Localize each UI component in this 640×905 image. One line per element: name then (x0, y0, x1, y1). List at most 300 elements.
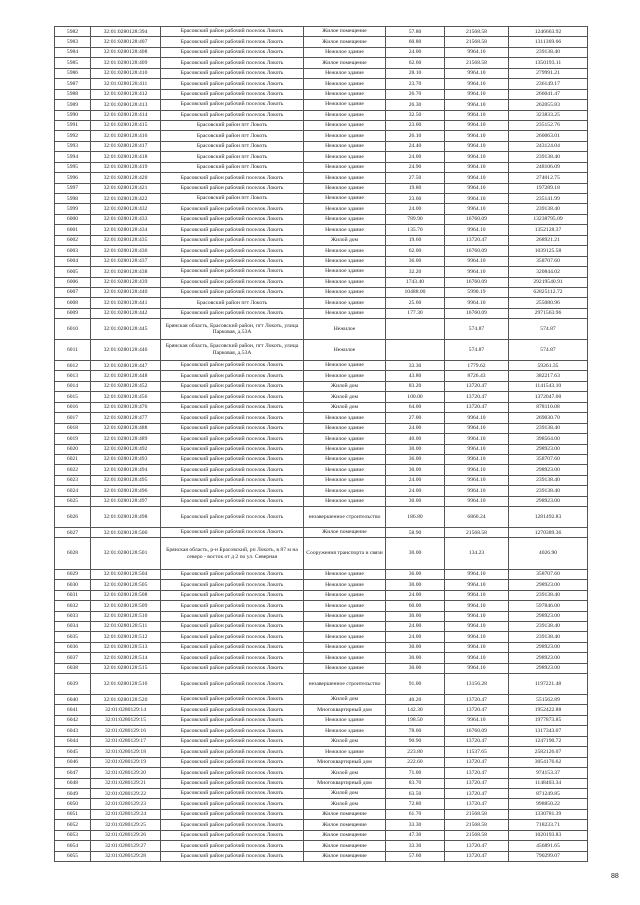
cell-object-type: Нежилое здание (304, 214, 386, 224)
cell-object-type: Жилое помещение (304, 841, 386, 851)
cell-area: 23.60 (386, 120, 445, 130)
cell-object-type: Нежилое здание (304, 298, 386, 308)
cell-cadastral-value: 1350193.11 (509, 58, 588, 68)
cell-object-type: Нежилое здание (304, 444, 386, 454)
cell-cadastral-value: 398564.00 (509, 434, 588, 444)
cell-cadastral-number: 32:01:0280128:438 (91, 267, 161, 277)
cell-specific-value: 21568.58 (445, 37, 509, 47)
cell-address: Брасовский район рабочий поселок Локоть (161, 788, 304, 798)
table-row (55, 580, 588, 590)
cell-address: Брасовский район рабочий поселок Локоть (161, 27, 304, 37)
cell-cadastral-number: 32:01:0280128:432 (91, 204, 161, 214)
cell-object-type: Нежилое здание (304, 173, 386, 183)
cell-cadastral-value: 298923.00 (509, 465, 588, 475)
cell-specific-value: 9964.10 (445, 173, 509, 183)
cell-cadastral-value: 1246663.92 (509, 27, 588, 37)
cell-cadastral-value: 1270389.36 (509, 528, 588, 538)
table-row (55, 799, 588, 809)
cell-area: 177.30 (386, 308, 445, 318)
cell-cadastral-value: 235152.76 (509, 120, 588, 130)
cell-address: Брасовский район рабочий поселок Локоть (161, 496, 304, 506)
cell-area: 142.30 (386, 705, 445, 715)
cell-address: Брасовский район рабочий поселок Локоть (161, 747, 304, 757)
cell-area: 33.30 (386, 820, 445, 830)
cell-area: 28.10 (386, 68, 445, 78)
cell-specific-value: 134.23 (445, 538, 509, 569)
cell-row-number: 6021 (55, 454, 91, 464)
cell-address: Брасовский район пгт Локоть (161, 194, 304, 204)
cell-row-number: 6026 (55, 507, 91, 528)
cell-address: Брасовский район рабочий поселок Локоть (161, 434, 304, 444)
cell-object-type: Сооружения транспорта и связи (304, 538, 386, 569)
cell-row-number: 6013 (55, 371, 91, 381)
cell-specific-value: 13720.47 (445, 788, 509, 798)
cell-address: Брасовский район рабочий поселок Локоть (161, 799, 304, 809)
cell-cadastral-value: 1352128.37 (509, 225, 588, 235)
cell-row-number: 5988 (55, 89, 91, 99)
cell-specific-value: 9964.10 (445, 454, 509, 464)
cell-cadastral-value: 298923.00 (509, 580, 588, 590)
cell-row-number: 6003 (55, 246, 91, 256)
cell-specific-value: 13720.47 (445, 402, 509, 412)
cell-specific-value: 9964.10 (445, 611, 509, 621)
cell-object-type: незавершенное строительство (304, 507, 386, 528)
cell-row-number: 6043 (55, 726, 91, 736)
cell-cadastral-number: 32:01:0280128:408 (91, 47, 161, 57)
cell-specific-value: 9964.10 (445, 267, 509, 277)
cell-cadastral-value: 298923.00 (509, 653, 588, 663)
cell-area: 1743.40 (386, 277, 445, 287)
cell-address: Брасовский район рабочий поселок Локоть (161, 47, 304, 57)
cell-specific-value: 16760.09 (445, 726, 509, 736)
cell-area: 62.00 (386, 246, 445, 256)
cell-cadastral-number: 32:01:0280129:15 (91, 715, 161, 725)
table-row (55, 235, 588, 245)
cell-specific-value: 9964.10 (445, 47, 509, 57)
cell-row-number: 6047 (55, 768, 91, 778)
table-row (55, 569, 588, 579)
cell-object-type: Нежилое здание (304, 590, 386, 600)
cell-address: Брасовский район рабочий поселок Локоть (161, 507, 304, 528)
cell-row-number: 5989 (55, 100, 91, 110)
cadastral-value-table (54, 26, 588, 862)
table-row (55, 611, 588, 621)
cell-cadastral-number: 32:01:0280128:498 (91, 507, 161, 528)
cell-specific-value: 574.87 (445, 340, 509, 361)
cell-area: 30.00 (386, 611, 445, 621)
cell-cadastral-number: 32:01:0280129:19 (91, 757, 161, 767)
cell-cadastral-value: 2971563.96 (509, 308, 588, 318)
cell-object-type: Нежилое здание (304, 611, 386, 621)
cell-specific-value: 9964.10 (445, 653, 509, 663)
cell-object-type: Жилое помещение (304, 58, 386, 68)
cell-area: 43.80 (386, 371, 445, 381)
cell-cadastral-value: 260063.01 (509, 131, 588, 141)
cell-object-type: Нежилое здание (304, 152, 386, 162)
cell-cadastral-number: 32:01:0280128:515 (91, 663, 161, 673)
cell-specific-value: 9964.10 (445, 496, 509, 506)
cell-cadastral-number: 32:01:0280128:434 (91, 225, 161, 235)
cell-row-number: 6010 (55, 319, 91, 340)
cell-object-type: Нежилое здание (304, 632, 386, 642)
cell-object-type: Нежилое здание (304, 277, 386, 287)
cell-specific-value: 13720.47 (445, 851, 509, 861)
cell-object-type: Нежилое здание (304, 423, 386, 433)
cell-row-number: 5983 (55, 37, 91, 47)
cell-specific-value: 9964.10 (445, 621, 509, 631)
table-row (55, 27, 588, 37)
cell-address: Брасовский район рабочий поселок Локоть (161, 486, 304, 496)
cell-object-type: Нежилое здание (304, 267, 386, 277)
cell-address: Брасовский район рабочий поселок Локоть (161, 768, 304, 778)
table-row (55, 715, 588, 725)
cell-object-type: Нежилое здание (304, 110, 386, 120)
cell-cadastral-value: 790299.07 (509, 851, 588, 861)
cell-address: Брасовский район рабочий поселок Локоть (161, 674, 304, 695)
table-row (55, 131, 588, 141)
cell-address: Брасовский район пгт Локоть (161, 298, 304, 308)
cell-area: 24.00 (386, 204, 445, 214)
cell-address: Брасовский район рабочий поселок Локоть (161, 79, 304, 89)
table-row (55, 120, 588, 130)
cell-row-number: 5991 (55, 120, 91, 130)
cell-area: 57.80 (386, 27, 445, 37)
cell-cadastral-number: 32:01:0280129:23 (91, 799, 161, 809)
cell-specific-value: 9964.10 (445, 632, 509, 642)
cell-cadastral-number: 32:01:0280128:409 (91, 58, 161, 68)
cell-area: 26.10 (386, 131, 445, 141)
cell-row-number: 6038 (55, 663, 91, 673)
cell-area: 222.60 (386, 757, 445, 767)
cell-address: Брасовский район рабочий поселок Локоть (161, 528, 304, 538)
cell-row-number: 6020 (55, 444, 91, 454)
table-row (55, 528, 588, 538)
table-row (55, 601, 588, 611)
cell-address: Брасовский район рабочий поселок Локоть (161, 225, 304, 235)
cell-area: 30.00 (386, 465, 445, 475)
cell-address: Брасовский район рабочий поселок Локоть (161, 475, 304, 485)
cell-area: 23.60 (386, 194, 445, 204)
table-row (55, 757, 588, 767)
table-row (55, 475, 588, 485)
cell-row-number: 6001 (55, 225, 91, 235)
table-row (55, 653, 588, 663)
cell-address: Брасовский район рабочий поселок Локоть (161, 820, 304, 830)
cell-cadastral-number: 32:01:0280128:440 (91, 287, 161, 297)
cell-specific-value: 9964.10 (445, 444, 509, 454)
cell-specific-value: 9964.10 (445, 298, 509, 308)
cell-cadastral-number: 32:01:0280128:414 (91, 110, 161, 120)
cell-object-type: Нежилое здание (304, 68, 386, 78)
cell-area: 26.70 (386, 89, 445, 99)
table-row (55, 381, 588, 391)
table-row (55, 736, 588, 746)
cell-cadastral-number: 32:01:0280128:415 (91, 120, 161, 130)
table-row (55, 444, 588, 454)
cell-cadastral-value: 298923.00 (509, 496, 588, 506)
table-row (55, 768, 588, 778)
table-row (55, 392, 588, 402)
cell-specific-value: 21568.58 (445, 58, 509, 68)
cell-row-number: 6051 (55, 809, 91, 819)
cell-object-type: Многоквартирный дом (304, 757, 386, 767)
cell-cadastral-number: 32:01:0280128:497 (91, 496, 161, 506)
cell-cadastral-value: 358707.60 (509, 569, 588, 579)
cell-cadastral-number: 32:01:0280128:477 (91, 413, 161, 423)
cell-cadastral-number: 32:01:0280128:493 (91, 454, 161, 464)
table-row (55, 402, 588, 412)
cell-object-type: Нежилое здание (304, 225, 386, 235)
cell-cadastral-value: 239138.40 (509, 621, 588, 631)
cell-address: Брасовский район пгт Локоть (161, 141, 304, 151)
cell-object-type: Нежилое здание (304, 100, 386, 110)
cell-cadastral-value: 1197221.48 (509, 674, 588, 695)
cell-cadastral-value: 29219540.91 (509, 277, 588, 287)
cell-area: 24.40 (386, 141, 445, 151)
cell-object-type: Нежилое здание (304, 486, 386, 496)
cell-specific-value: 21568.58 (445, 27, 509, 37)
table-row (55, 340, 588, 361)
cell-row-number: 5997 (55, 183, 91, 193)
cell-object-type: Нежилое здание (304, 287, 386, 297)
cell-cadastral-number: 32:01:0280128:495 (91, 475, 161, 485)
cell-area: 32.50 (386, 110, 445, 120)
cell-area: 24.00 (386, 621, 445, 631)
cell-specific-value: 9964.10 (445, 590, 509, 600)
cell-cadastral-value: 1311369.66 (509, 37, 588, 47)
table-row (55, 308, 588, 318)
cell-address: Брасовский район рабочий поселок Локоть (161, 361, 304, 371)
cell-object-type: Жилой дом (304, 768, 386, 778)
cell-area: 36.00 (386, 569, 445, 579)
cell-cadastral-number: 32:01:0280128:435 (91, 235, 161, 245)
cell-address: Брасовский район рабочий поселок Локоть (161, 371, 304, 381)
cell-address: Брасовский район рабочий поселок Локоть (161, 642, 304, 652)
cell-object-type: Нежилое здание (304, 496, 386, 506)
cell-cadastral-number: 32:01:0280129:17 (91, 736, 161, 746)
cell-row-number: 6027 (55, 528, 91, 538)
cell-cadastral-number: 32:01:0280128:413 (91, 100, 161, 110)
cell-row-number: 6040 (55, 695, 91, 705)
cell-object-type: Нежилое здание (304, 413, 386, 423)
table-row (55, 820, 588, 830)
cell-address: Брасовский район рабочий поселок Локоть (161, 632, 304, 642)
cell-cadastral-number: 32:01:0280128:476 (91, 402, 161, 412)
cell-cadastral-value: 1952422.88 (509, 705, 588, 715)
table-row (55, 841, 588, 851)
cell-cadastral-value: 243124.04 (509, 141, 588, 151)
cell-address: Брасовский район рабочий поселок Локоть (161, 695, 304, 705)
cell-row-number: 6028 (55, 538, 91, 569)
cell-cadastral-value: 1247190.72 (509, 736, 588, 746)
cell-specific-value: 13720.47 (445, 736, 509, 746)
cell-cadastral-number: 32:01:0280128:511 (91, 621, 161, 631)
cell-address: Брасовский район рабочий поселок Локоть (161, 621, 304, 631)
table-row (55, 695, 588, 705)
cell-cadastral-number: 32:01:0280128:416 (91, 131, 161, 141)
cell-specific-value: 9964.10 (445, 569, 509, 579)
cell-object-type: Нежилое здание (304, 162, 386, 172)
table-row (55, 256, 588, 266)
cell-specific-value: 21568.58 (445, 820, 509, 830)
cell-object-type: Нежилое здание (304, 454, 386, 464)
cell-area: 36.00 (386, 256, 445, 266)
cell-cadastral-value: 1020193.83 (509, 830, 588, 840)
cell-specific-value: 8726.43 (445, 371, 509, 381)
cell-object-type: Нежилое здание (304, 601, 386, 611)
cell-object-type: Жилой дом (304, 392, 386, 402)
cell-area: 72.80 (386, 799, 445, 809)
cell-cadastral-number: 32:01:0280129:18 (91, 747, 161, 757)
cell-object-type: Нежилое здание (304, 726, 386, 736)
cell-address: Брасовский район рабочий поселок Локоть (161, 110, 304, 120)
cell-row-number: 5996 (55, 173, 91, 183)
cell-cadastral-number: 32:01:0280128:394 (91, 27, 161, 37)
cell-area: 58.90 (386, 528, 445, 538)
cell-address: Брасовский район рабочий поселок Локоть (161, 235, 304, 245)
cell-cadastral-value: 3054176.62 (509, 757, 588, 767)
cell-area (386, 340, 445, 361)
cell-object-type: Многоквартирный дом (304, 705, 386, 715)
table-row (55, 747, 588, 757)
cell-address: Брасовский район пгт Локоть (161, 152, 304, 162)
cell-address: Брасовский район рабочий поселок Локоть (161, 89, 304, 99)
cell-area: 24.00 (386, 486, 445, 496)
cell-object-type: Многоквартирный дом (304, 778, 386, 788)
table-row (55, 590, 588, 600)
table-row (55, 204, 588, 214)
cell-cadastral-number: 32:01:0280128:500 (91, 528, 161, 538)
table-row (55, 287, 588, 297)
cell-object-type: Нежилое здание (304, 747, 386, 757)
cell-area: 40.20 (386, 695, 445, 705)
cell-row-number: 6016 (55, 402, 91, 412)
cell-cadastral-number: 32:01:0280129:22 (91, 788, 161, 798)
cell-cadastral-number: 32:01:0280129:26 (91, 830, 161, 840)
cell-area: 24.00 (386, 590, 445, 600)
cell-area: 24.00 (386, 423, 445, 433)
cell-cadastral-value: 974153.37 (509, 768, 588, 778)
cell-area: 27.50 (386, 173, 445, 183)
cell-cadastral-number: 32:01:0280128:436 (91, 246, 161, 256)
cell-object-type: Нежилое здание (304, 246, 386, 256)
cell-cadastral-number: 32:01:0280128:410 (91, 68, 161, 78)
cell-area: 83.20 (386, 381, 445, 391)
cell-area: 100.00 (386, 392, 445, 402)
cell-row-number: 6005 (55, 267, 91, 277)
cell-cadastral-number: 32:01:0280129:28 (91, 851, 161, 861)
cell-address: Брасовский район пгт Локоть (161, 162, 304, 172)
table-row (55, 141, 588, 151)
cell-cadastral-number: 32:01:0280128:501 (91, 538, 161, 569)
cell-address: Брасовский район рабочий поселок Локоть (161, 715, 304, 725)
cell-address: Брасовский район рабочий поселок Локоть (161, 757, 304, 767)
cell-cadastral-number: 32:01:0280128:420 (91, 173, 161, 183)
table-row (55, 361, 588, 371)
cell-specific-value: 9964.10 (445, 110, 509, 120)
cell-specific-value: 13720.47 (445, 381, 509, 391)
cell-row-number: 6049 (55, 788, 91, 798)
table-row (55, 674, 588, 695)
table-row (55, 423, 588, 433)
cell-cadastral-number: 32:01:0280129:24 (91, 809, 161, 819)
cell-row-number: 6041 (55, 705, 91, 715)
cell-cadastral-value: 13238795.09 (509, 214, 588, 224)
cell-area: 24.00 (386, 475, 445, 485)
cell-cadastral-number: 32:01:0280128:489 (91, 434, 161, 444)
cell-cadastral-number: 32:01:0280128:492 (91, 444, 161, 454)
cell-address: Брянская область, Брасовский район, пгт Локоть, улица Парковая, д.53А (161, 319, 304, 340)
cell-area: 24.00 (386, 47, 445, 57)
table-row (55, 79, 588, 89)
table-row (55, 47, 588, 57)
cell-cadastral-value: 574.87 (509, 319, 588, 340)
cell-row-number: 6033 (55, 611, 91, 621)
cell-specific-value: 9964.10 (445, 194, 509, 204)
cell-cadastral-number: 32:01:0280129:20 (91, 768, 161, 778)
cell-row-number: 5999 (55, 204, 91, 214)
cell-specific-value: 9964.10 (445, 183, 509, 193)
cell-row-number: 6039 (55, 674, 91, 695)
cell-cadastral-value: 358707.60 (509, 256, 588, 266)
cell-row-number: 6037 (55, 653, 91, 663)
cell-specific-value: 13720.47 (445, 757, 509, 767)
cell-cadastral-value: 871249.85 (509, 788, 588, 798)
cell-row-number: 6022 (55, 465, 91, 475)
cell-row-number: 6054 (55, 841, 91, 851)
cell-object-type: Жилое помещение (304, 820, 386, 830)
cell-row-number: 6050 (55, 799, 91, 809)
cell-specific-value: 11537.65 (445, 747, 509, 757)
cell-cadastral-number: 32:01:0280128:418 (91, 152, 161, 162)
cell-specific-value: 16760.09 (445, 308, 509, 318)
table-row (55, 298, 588, 308)
cell-object-type: Жилой дом (304, 235, 386, 245)
cell-object-type: Жилое помещение (304, 851, 386, 861)
cell-object-type: Нежилое здание (304, 715, 386, 725)
cell-cadastral-value: 279991.21 (509, 68, 588, 78)
cell-cadastral-value: 1141543.10 (509, 381, 588, 391)
cell-cadastral-number: 32:01:0280128:510 (91, 611, 161, 621)
cell-address: Брасовский район рабочий поселок Локоть (161, 392, 304, 402)
cell-specific-value: 16760.09 (445, 277, 509, 287)
table-row (55, 465, 588, 475)
cell-address: Брасовский район рабочий поселок Локоть (161, 413, 304, 423)
table-row (55, 454, 588, 464)
cell-address: Брасовский район рабочий поселок Локоть (161, 246, 304, 256)
cell-specific-value: 13156.28 (445, 674, 509, 695)
table-row (55, 642, 588, 652)
cell-area: 19.60 (386, 235, 445, 245)
table-row (55, 830, 588, 840)
table-row (55, 434, 588, 444)
cell-object-type: Нежилое здание (304, 131, 386, 141)
cell-cadastral-value: 1317343.07 (509, 726, 588, 736)
cell-object-type: Нежилое здание (304, 434, 386, 444)
cell-cadastral-number: 32:01:0280128:520 (91, 695, 161, 705)
cell-area: 24.00 (386, 152, 445, 162)
cell-area: 10488.00 (386, 287, 445, 297)
cell-specific-value: 9964.10 (445, 642, 509, 652)
cell-row-number: 5982 (55, 27, 91, 37)
cell-cadastral-number: 32:01:0280128:442 (91, 308, 161, 318)
cell-area: 32.20 (386, 267, 445, 277)
cell-row-number: 5992 (55, 131, 91, 141)
cell-specific-value: 574.87 (445, 319, 509, 340)
cell-row-number: 5994 (55, 152, 91, 162)
cell-row-number: 6018 (55, 423, 91, 433)
cell-cadastral-number: 32:01:0280128:448 (91, 371, 161, 381)
